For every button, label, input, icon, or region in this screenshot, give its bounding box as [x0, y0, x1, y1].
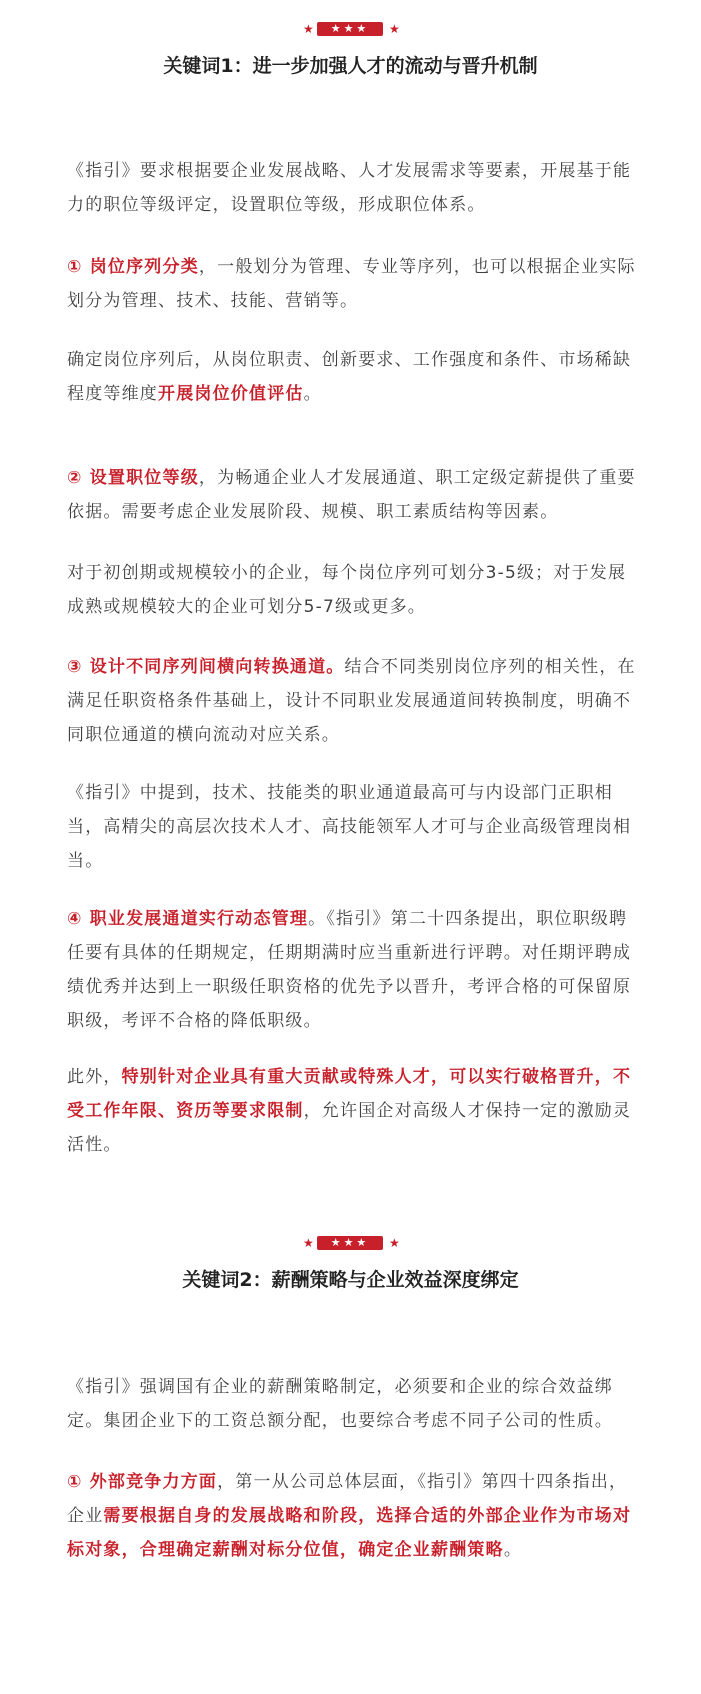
paragraph: 对于初创期或规模较小的企业，每个岗位序列可划分3-5级；对于发展成熟或规模较大的企业可划分5-7级或更多。 — [67, 563, 627, 617]
paragraph: 《指引》强调国有企业的薪酬策略制定，必须要和企业的综合效益绑定。集团企业下的工资总额分配，也要综合考虑不同子公司的性质。 — [67, 1377, 613, 1431]
highlight: ③ 设计不同序列间横向转换通道。 — [67, 657, 345, 677]
paragraph: ③ 设计不同序列间横向转换通道。结合不同类别岗位序列的相关性，在满足任职资格条件基础上，设计不同职业发展通道间转换制度，明确不同职位通道的横向流动对应关系。 — [67, 657, 636, 745]
paragraph: 《指引》要求根据要企业发展战略、人才发展需求等要素，开展基于能力的职位等级评定，设置职位等级，形成职位体系。 — [67, 161, 632, 215]
highlight: ① 岗位序列分类 — [67, 257, 199, 277]
section-badge — [0, 18, 701, 42]
star-icon: ★ — [303, 1236, 314, 1250]
highlight: 特别针对企业具有重大贡献或特殊人才，可以实行破格晋升，不受工作年限、资历等要求限制 — [67, 1067, 632, 1121]
paragraph: 确定岗位序列后，从岗位职责、创新要求、工作强度和条件、市场稀缺程度等维度开展岗位价值评估。 — [67, 350, 632, 404]
highlight: ② 设置职位等级 — [67, 468, 199, 488]
paragraph: ② 设置职位等级，为畅通企业人才发展通道、职工定级定薪提供了重要依据。需要考虑企业发展阶段、规模、职工素质结构等因素。 — [67, 468, 636, 522]
section-badge — [0, 1232, 701, 1256]
highlight: ④ 职业发展通道实行动态管理 — [67, 909, 309, 929]
section-heading: 关键词1：进一步加强人才的流动与晋升机制 — [163, 55, 538, 77]
highlight: 需要根据自身的发展战略和阶段，选择合适的外部企业作为市场对标对象，合理确定薪酬对标分位值，确定企业薪酬策略 — [67, 1506, 632, 1560]
three-stars-badge: ★★★ — [317, 1236, 383, 1250]
highlight: 开展岗位价值评估 — [158, 384, 304, 404]
three-stars-badge: ★★★ — [317, 22, 383, 36]
paragraph: ④ 职业发展通道实行动态管理。《指引》第二十四条提出，职位职级聘任要有具体的任期规定，任期期满时应当重新进行评聘。对任期评聘成绩优秀并达到上一职级任职资格的优先予以晋升，考评合格的可保留原职级，考评不合格的降低职级。 — [67, 909, 632, 1031]
paragraph: ① 外部竞争力方面，第一从公司总体层面，《指引》第四十四条指出，企业需要根据自身的发展战略和阶段，选择合适的外部企业作为市场对标对象，合理确定薪酬对标分位值，确定企业薪酬策略。 — [67, 1472, 632, 1560]
paragraph: 此外，特别针对企业具有重大贡献或特殊人才，可以实行破格晋升，不受工作年限、资历等要求限制，允许国企对高级人才保持一定的激励灵活性。 — [67, 1067, 632, 1155]
star-icon: ★ — [303, 22, 314, 36]
paragraph: ① 岗位序列分类，一般划分为管理、专业等序列，也可以根据企业实际划分为管理、技术、技能、营销等。 — [67, 257, 636, 311]
highlight: ① 外部竞争力方面 — [67, 1472, 218, 1492]
star-icon: ★ — [389, 1236, 400, 1250]
section-heading: 关键词2：薪酬策略与企业效益深度绑定 — [182, 1269, 519, 1291]
paragraph: 《指引》中提到，技术、技能类的职业通道最高可与内设部门正职相当，高精尖的高层次技术人才、高技能领军人才可与企业高级管理岗相当。 — [67, 783, 632, 871]
star-icon: ★ — [389, 22, 400, 36]
